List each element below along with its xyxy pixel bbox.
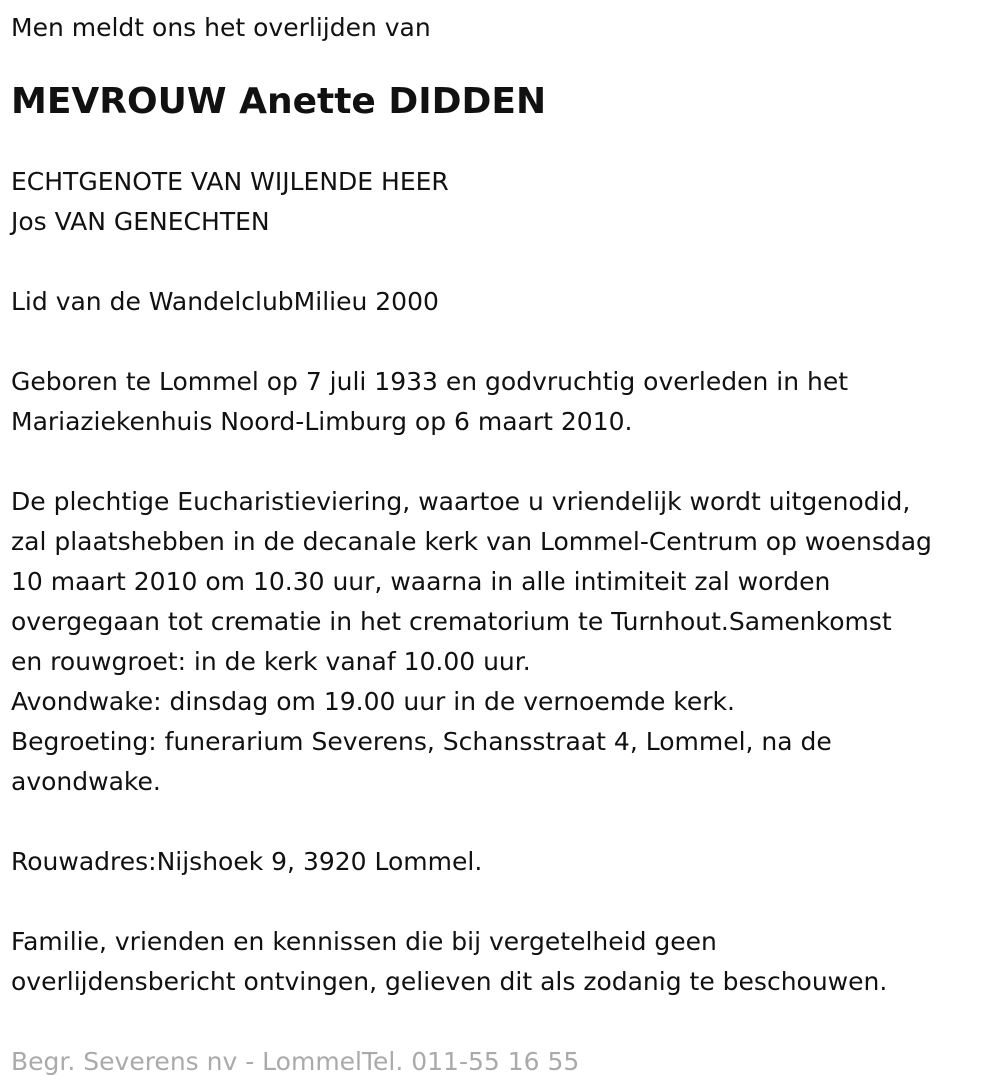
ceremony-line: 10 maart 2010 om 10.30 uur, waarna in alle intimiteit zal worden <box>11 567 831 596</box>
spacer <box>11 242 996 282</box>
spacer <box>11 322 996 362</box>
ceremony-line: en rouwgroet: in de kerk vanaf 10.00 uur. <box>11 647 531 676</box>
spacer <box>11 882 996 922</box>
spacer <box>11 802 996 842</box>
funeral-home-footer: Begr. Severens nv - LommelTel. 011-55 16 55 <box>11 1047 580 1076</box>
relation-line-1: ECHTGENOTE VAN WIJLENDE HEER <box>11 167 449 196</box>
vigil-line: Avondwake: dinsdag om 19.00 uur in de vernoemde kerk. <box>11 687 735 716</box>
spacer <box>11 1002 996 1042</box>
ceremony-line: De plechtige Eucharistieviering, waartoe u vriendelijk wordt uitgenodid, <box>11 487 911 516</box>
birth-line-1: Geboren te Lommel op 7 juli 1933 en godvruchtig overleden in het <box>11 367 849 396</box>
greeting-line: Begroeting: funerarium Severens, Schansstraat 4, Lommel, na de <box>11 727 832 756</box>
spacer <box>11 48 996 78</box>
ceremony-line: zal plaatshebben in de decanale kerk van Lommel-Centrum op woensdag <box>11 527 932 556</box>
obituary-notice <box>11 8 996 1082</box>
greeting-line: avondwake. <box>11 767 161 796</box>
spacer <box>11 442 996 482</box>
membership-text: Lid van de WandelclubMilieu 2000 <box>11 287 439 316</box>
mourning-address: Rouwadres:Nijshoek 9, 3920 Lommel. <box>11 847 483 876</box>
relation-line-2: Jos VAN GENECHTEN <box>11 207 270 236</box>
deceased-name: MEVROUW Anette DIDDEN <box>11 81 547 122</box>
intro-text: Men meldt ons het overlijden van <box>11 13 431 42</box>
notice-line-1: Familie, vrienden en kennissen die bij vergetelheid geen <box>11 927 717 956</box>
ceremony-line: overgegaan tot crematie in het crematorium te Turnhout.Samenkomst <box>11 607 892 636</box>
birth-line-2: Mariaziekenhuis Noord-Limburg op 6 maart 2010. <box>11 407 633 436</box>
notice-line-2: overlijdensbericht ontvingen, gelieven dit als zodanig te beschouwen. <box>11 967 888 996</box>
